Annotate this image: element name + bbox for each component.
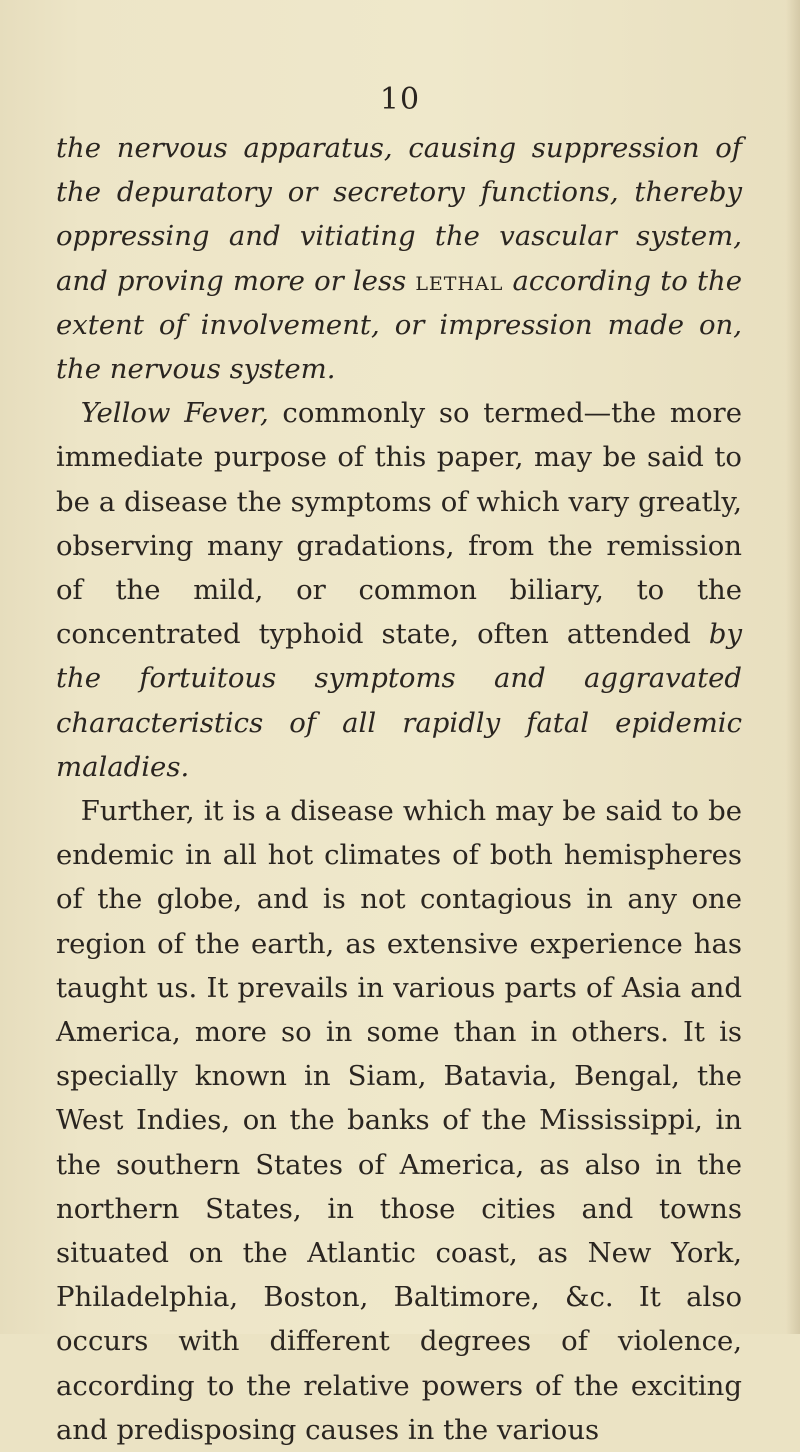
paragraph-1	[56, 126, 742, 391]
paragraph-1-italic-start: the nervous apparatus, causing suppression of the depuratory or secretory functions, thereby oppressing and vitiating the vascular system, and proving more or less	[56, 132, 742, 297]
paragraph-3: Further, it is a disease which may be said to be endemic in all hot climates of both hemispheres of the globe, and is not contagious in any one region of the earth, as extensive experience has taught us. It prevails in various parts of Asia and America, more so in some than in others. It is specially known in Siam, Batavia, Bengal, the West Indies, on the banks of the Mississippi, in the southern States of America, as also in the northern States, in those cities and towns situated on the Atlantic coast, as New York, Philadelphia, Boston, Baltimore, &c. It also occurs with different degrees of violence, according to the relative powers of the exciting and predisposing causes in the various	[56, 795, 742, 1446]
paragraph-2-body: commonly so termed—the more immediate purpose of this paper, may be said to be a disease the symptoms of which vary greatly, observing many gradations, from the remission of the mild, or common biliary, to the concentrated typhoid state, often attended	[56, 397, 742, 651]
page-number: 10	[379, 82, 421, 117]
paragraph-1-italic-end: according to the extent of involvement, or impression made on, the nervous system.	[56, 264, 743, 386]
yellow-fever-heading: Yellow Fever,	[80, 397, 269, 430]
lethal-smallcaps: lethal	[415, 264, 504, 297]
paragraph-2-italic-end: by the fortuitous symptoms and aggravated characteristics of all rapidly fatal epidemic maladies.	[56, 618, 742, 783]
page-edge-shadow	[786, 0, 800, 1334]
body-text	[56, 126, 742, 1452]
paragraph-2	[56, 391, 742, 789]
